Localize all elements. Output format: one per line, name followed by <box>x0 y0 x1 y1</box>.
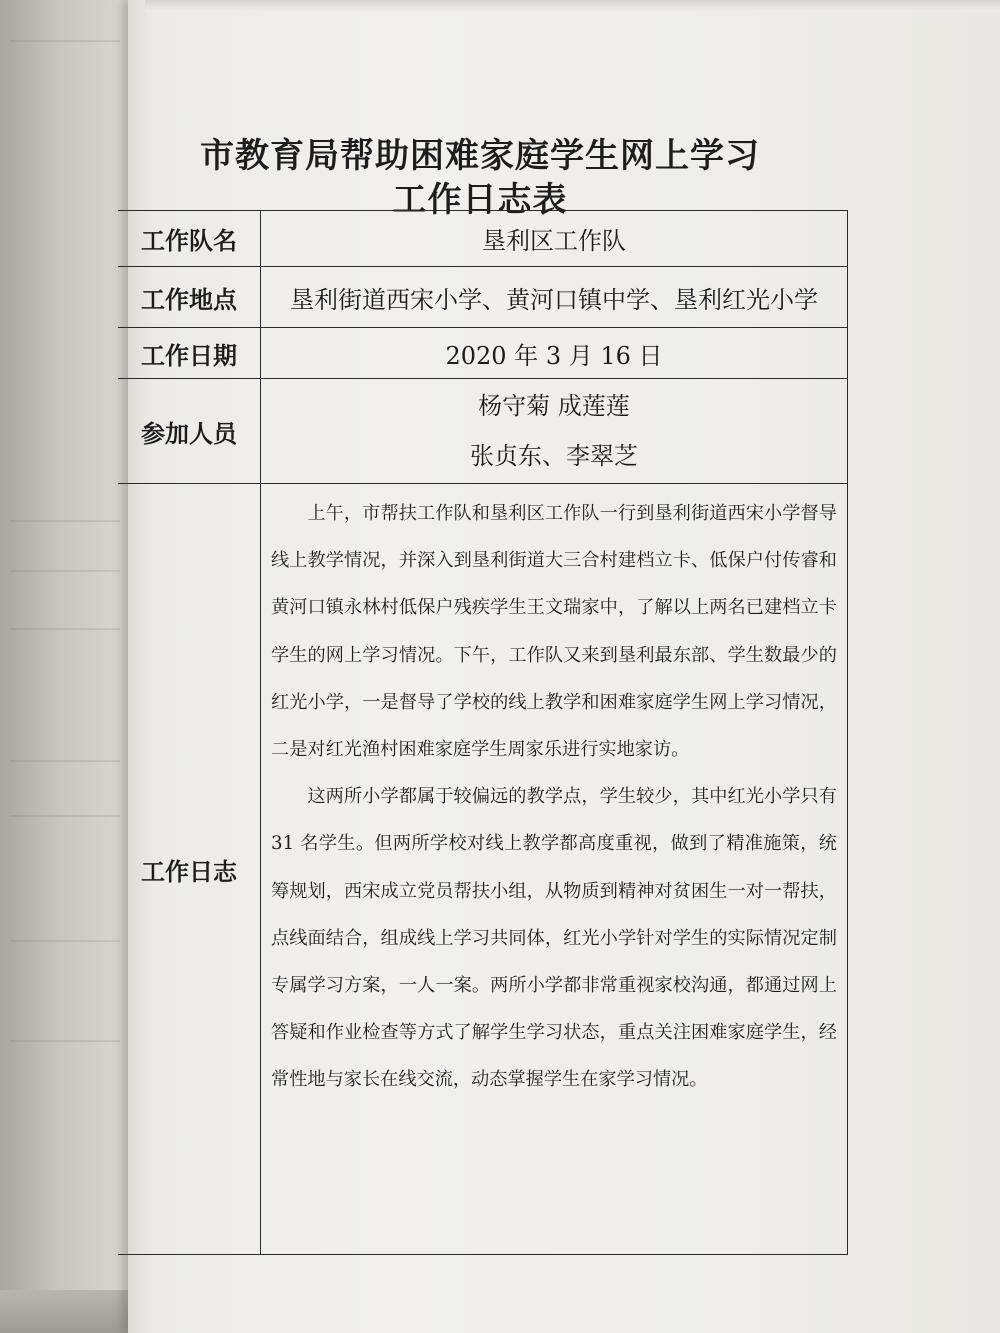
ghost-text-line <box>10 940 120 942</box>
team-value: 垦利区工作队 <box>261 211 848 267</box>
table-row-people <box>118 379 848 484</box>
ghost-text-line <box>10 520 120 522</box>
document-title-line2: 工作日志表 <box>392 180 568 220</box>
ghost-text-line <box>10 1040 120 1042</box>
table-row-date <box>118 328 848 379</box>
log-paragraph-2: 这两所小学都属于较偏远的教学点，学生较少，其中红光小学只有 31 名学生。但两所学校对线上教学都高度重视，做到了精准施策，统筹规划，西宋成立党员帮扶小组，从物质到精神对贫困生一对一帮扶，点线面结合，组成线上学习共同体，红光小学针对学生的实际情况定制专属学习方案，一人一案。两所小学都非常重视家校沟通，都通过网上答疑和作业检查等方式了解学生学习状态，重点关注困难家庭学生，经常性地与家长在线交流，动态掌握学生在家学习情况。 <box>271 786 837 1091</box>
table-row-team <box>118 211 848 267</box>
ghost-text-line <box>10 570 120 572</box>
table-row-log <box>118 484 848 1255</box>
log-label: 工作日志 <box>118 484 261 1255</box>
work-log-table <box>118 210 848 1255</box>
people-value <box>261 379 848 484</box>
ghost-text-line <box>10 815 120 817</box>
table-row-place <box>118 267 848 328</box>
document-title-line1: 市教育局帮助困难家庭学生网上学习 <box>200 136 760 176</box>
log-paragraph-1: 上午，市帮扶工作队和垦利区工作队一行到垦利街道西宋小学督导线上教学情况，并深入到垦利街道大三合村建档立卡、低保户付传睿和黄河口镇永林村低保户残疾学生王文瑞家中，了解以上两名已建档立卡学生的网上学习情况。下午，工作队又来到垦利最东部、学生数最少的红光小学，一是督导了学校的线上教学和困难家庭学生网上学习情况，二是对红光渔村困难家庭学生周家乐进行实地家访。 <box>271 503 837 761</box>
ghost-text-line <box>10 40 120 42</box>
date-label: 工作日期 <box>118 328 261 379</box>
sheet-top-edge <box>145 0 1000 12</box>
date-value: 2020 年 3 月 16 日 <box>261 328 848 379</box>
place-label: 工作地点 <box>118 267 261 328</box>
people-line2: 张贞东、李翠芝 <box>470 442 638 470</box>
ghost-text-line <box>10 760 120 762</box>
team-label: 工作队名 <box>118 211 261 267</box>
log-body <box>261 484 848 1255</box>
place-value: 垦利街道西宋小学、黄河口镇中学、垦利红光小学 <box>261 267 848 328</box>
people-label: 参加人员 <box>118 379 261 484</box>
people-line1: 杨守菊 成莲莲 <box>478 392 630 420</box>
ghost-text-line <box>10 628 120 630</box>
